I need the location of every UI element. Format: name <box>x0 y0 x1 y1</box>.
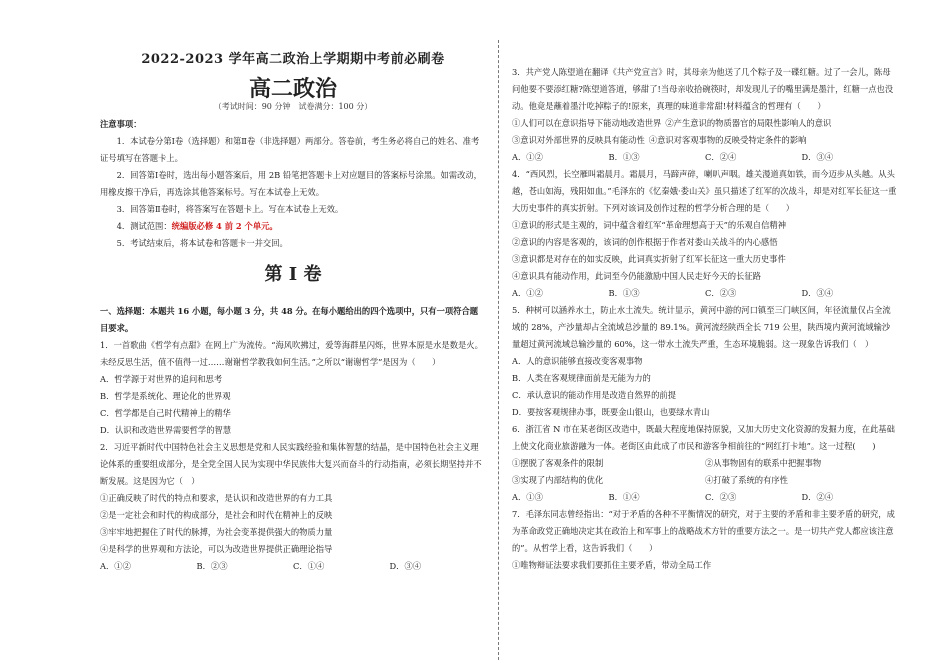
q1-option-c: C．哲学都是自己时代精神上的精华 <box>100 408 231 418</box>
right-column <box>512 0 898 672</box>
q3-option-c: C．②④ <box>705 152 737 162</box>
subject-title: 高二政治 <box>248 77 337 102</box>
q6-statements-row2 <box>512 472 898 489</box>
q7-statement-1: ①唯物辩证法要求我们要抓住主要矛盾，带动全局工作 <box>512 560 712 570</box>
q2-statement-3: ③牢牢地把握住了时代的脉搏，为社会变革提供强大的物质力量 <box>100 527 333 537</box>
q6-statement-2: ②从事物固有的联系中把握事物 <box>705 458 822 468</box>
right-questions <box>512 64 898 574</box>
note-5: 5．考试结束后，将本试卷和答题卡一并交回。 <box>116 238 288 248</box>
q2-options <box>100 558 486 575</box>
q4-statement-1: ①意识的形式是主观的，词中蕴含着红军“革命理想高于天”的乐观自信精神 <box>512 220 786 230</box>
q4-option-d: D．③④ <box>801 288 834 298</box>
q4-statement-4: ④意识具有能动作用，此词至今仍能激励中国人民走好今天的长征路 <box>512 271 761 281</box>
q5-option-a: A．人的意识能够直接改变客观事物 <box>512 356 643 366</box>
q6-options <box>512 489 898 506</box>
q4-options <box>512 285 898 302</box>
q6-option-c: C．②③ <box>705 492 737 502</box>
q5-option-b: B．人类在客观规律面前是无能为力的 <box>512 373 651 383</box>
note-1: 1．本试卷分第Ⅰ卷（选择题）和第Ⅱ卷（非选择题）两部分。答卷前，考生务必将自己的姓名、准考证号填写在答题卡上。 <box>100 136 480 163</box>
q6-stem: 6．浙江省 N 市在某老街区改造中，既最大程度地保持原貌，又加大历史文化资源的发掘力度，在此基础上使文化商业旅游融为一体。老街区由此成了市民和游客争相前往的“网红打卡地”。这一过程( ) <box>512 424 895 451</box>
column-divider <box>498 40 499 660</box>
q4-option-c: C．②③ <box>705 288 737 298</box>
q3-statements-row1 <box>512 115 898 132</box>
note-4 <box>100 218 486 235</box>
q1-stem: 1．一首歌曲《哲学有点甜》在网上广为流传。“海风吹拂过，爱等海群星闪烁，世界本原是水是数是火。未经反思生活，值不值得一过……谢谢哲学教我如何生活。”之所以“谢谢哲学”是因为（ ） <box>100 340 483 367</box>
q3-statement-4: ④意识对客观事物的反映受特定条件的影响 <box>648 135 807 145</box>
q3-statement-3: ③意识对外部世界的反映具有能动性 <box>512 135 645 145</box>
q3-option-b: B．①③ <box>608 152 640 162</box>
q2-stem: 2．习近平新时代中国特色社会主义思想是党和人民实践经验和集体智慧的结晶，是中国特色社会主义理论体系的重要组成部分，是全党全国人民为实现中华民族伟大复兴而奋斗的行动指南，必须长期坚持并不断发展。这是因为它（ ） <box>100 442 482 486</box>
q3-statement-2: ②产生意识的物质器官的局限性影响人的意识 <box>665 118 832 128</box>
q3-stem: 3．共产党人陈望道在翻译《共产党宣言》时，其母亲为他送了几个粽子及一碟红糖。过了一会儿，陈母问他要不要添红糖?陈望道答道，够甜了!当母亲收拾碗筷时，却发现儿子的嘴里满是墨汁，红糖一点也没动。他竟是蘸着墨汁吃掉粽子的!原来，真理的味道非常甜!材料蕴含的哲理有（ ） <box>512 67 894 111</box>
left-column <box>100 0 486 672</box>
q5-option-d: D．要按客观规律办事，既要金山银山，也要绿水青山 <box>512 407 710 417</box>
q6-statement-1: ①摆脱了客观条件的限制 <box>512 458 604 468</box>
note-4-prefix: 4．测试范围： <box>116 221 172 231</box>
q6-statements-row1 <box>512 455 898 472</box>
q2-statement-4: ④是科学的世界观和方法论，可以为改造世界提供正确理论指导 <box>100 544 333 554</box>
q1-option-b: B．哲学是系统化、理论化的世界观 <box>100 391 231 401</box>
exam-meta: （考试时间：90 分钟 试卷满分：100 分） <box>213 102 373 111</box>
q6-option-a: A．①③ <box>512 492 543 502</box>
q6-option-b: B．①④ <box>608 492 640 502</box>
note-2: 2．回答第Ⅰ卷时，选出每小题答案后，用 2B 铅笔把答题卡上对应题目的答案标号涂黑。如需改动，用橡皮擦干净后，再选涂其他答案标号。写在本试卷上无效。 <box>100 170 482 197</box>
q3-option-a: A．①② <box>512 152 543 162</box>
q3-statements-row2 <box>512 132 898 149</box>
test-range: 统编版必修 4 前 2 个单元。 <box>171 221 278 231</box>
q4-option-b: B．①③ <box>608 288 640 298</box>
note-3: 3．回答第Ⅱ卷时，将答案写在答题卡上。写在本试卷上无效。 <box>116 204 344 214</box>
exam-title: 2022-2023 学年高二政治上学期期中考前必刷卷 <box>141 52 445 67</box>
q5-option-c: C．承认意识的能动作用是改造自然界的前提 <box>512 390 676 400</box>
notes-heading: 注意事项： <box>100 119 142 129</box>
section1-intro: 一、选择题：本题共 16 小题，每小题 3 分，共 48 分。在每小题给出的四个选项中，只有一项符合题目要求。 <box>100 306 479 333</box>
volume-title: 第 I 卷 <box>264 264 322 285</box>
q2-option-c: C．①④ <box>293 561 325 571</box>
q4-statement-3: ③意识都是对存在的如实反映，此词真实折射了红军长征这一重大历史事件 <box>512 254 786 264</box>
q2-option-d: D．③④ <box>389 561 422 571</box>
q3-options <box>512 149 898 166</box>
q6-statement-3: ③实现了内部结构的优化 <box>512 475 604 485</box>
left-questions <box>100 303 486 575</box>
q6-option-d: D．②④ <box>801 492 834 502</box>
q6-statement-4: ④打破了系统的有序性 <box>705 475 788 485</box>
q4-stem: 4．“西风烈，长空雁叫霜晨月。霜晨月，马蹄声碎，喇叭声咽。雄关漫道真如铁，而今迈步从头越。从头越，苍山如海，残阳如血。”毛泽东的《忆秦娥·娄山关》虽只描述了红军的次战斗，却是对红军长征这一重大历史事件的真实折射。下列对该词及创作过程的哲学分析合理的是（ ） <box>512 169 897 213</box>
q4-statement-2: ②意识的内容是客观的，该词的创作根据于作者对娄山关战斗的内心感悟 <box>512 237 778 247</box>
q1-option-d: D．认识和改造世界需要哲学的智慧 <box>100 425 232 435</box>
q7-stem: 7．毛泽东同志曾经指出：“对于矛盾的各种不平衡情况的研究，对于主要的矛盾和非主要矛盾的研究，成为革命政党正确地决定其在政治上和军事上的战略战术方针的重要方法之一。是一切共产党人都应该注意的”。从哲学上看，这告诉我们（ ） <box>512 509 895 553</box>
q2-statement-2: ②是一定社会和时代的构成部分，是社会和时代在精神上的反映 <box>100 510 333 520</box>
q3-option-d: D．③④ <box>801 152 834 162</box>
q5-stem: 5．种树可以涵养水土，防止水土流失。统计显示，黄河中游的河口镇至三门峡区间，年径流量仅占全流域的 28%，产沙量却占全流域总沙量的 89.1%。黄河流经陕西全长 719 公里，陕西境内黄河流域输沙量超过黄河流域总输沙量的 60%，这一带水土流失严重，生态环境脆弱。这一现象告诉我们（ ） <box>512 305 891 349</box>
q2-statement-1: ①正确反映了时代的特点和要求，是认识和改造世界的有力工具 <box>100 493 333 503</box>
q4-option-a: A．①② <box>512 288 543 298</box>
q1-option-a: A．哲学源于对世界的追问和思考 <box>100 374 223 384</box>
notes-section <box>100 116 486 252</box>
q2-option-b: B．②③ <box>196 561 228 571</box>
q2-option-a: A．①② <box>100 561 131 571</box>
q3-statement-1: ①人们可以在意识指导下能动地改造世界 <box>512 118 662 128</box>
